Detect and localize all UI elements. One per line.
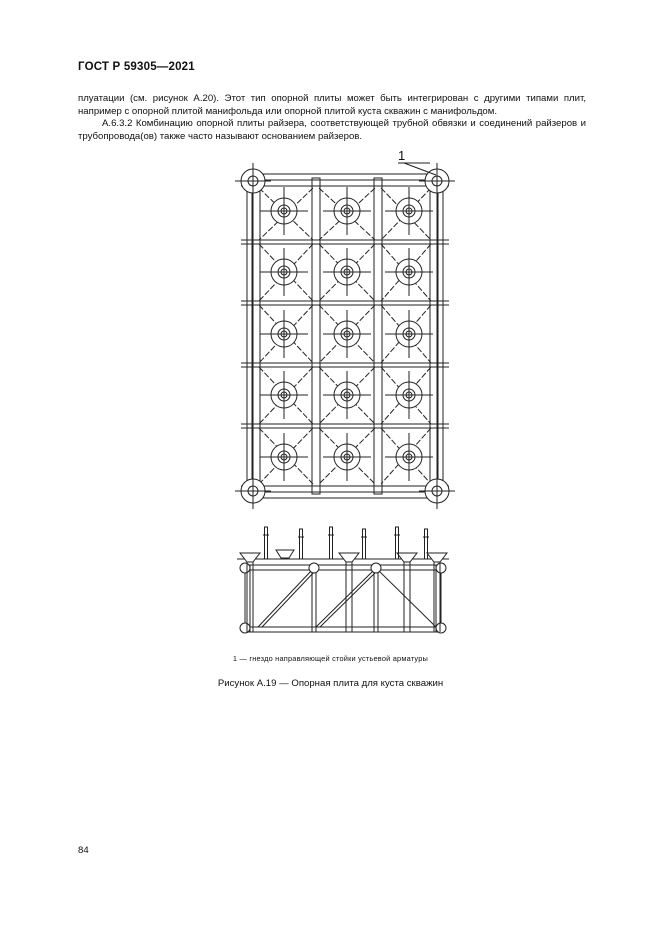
guide-funnel	[339, 553, 359, 562]
side-node	[436, 623, 446, 633]
figure-legend: 1 — гнездо направляющей стойки устьевой арматуры	[232, 654, 429, 663]
wellhead-stem	[363, 529, 366, 559]
plan-view	[235, 163, 455, 509]
wellhead-stem	[425, 529, 428, 559]
guide-funnel	[397, 553, 417, 562]
side-diagonal	[320, 570, 378, 627]
wellhead-stem	[330, 527, 333, 559]
callout-number: 1	[398, 148, 406, 163]
page-number: 84	[78, 845, 89, 856]
side-diagonal	[258, 570, 312, 627]
side-node	[240, 563, 250, 573]
side-node	[240, 623, 250, 633]
paragraph-2: А.6.3.2 Комбинацию опорной плиты райзера, соответствующей трубной обвязки и соединений райзеров и трубопровода(ов) также часто называют основанием райзеров.	[78, 118, 586, 143]
side-diagonal	[378, 570, 436, 627]
guide-funnel	[276, 550, 294, 558]
wellhead-stem	[265, 527, 268, 559]
paragraph-1: плуатации (см. рисунок А.20). Этот тип опорной плиты может быть интегрирован с другими типами плит, например с опорной плитой манифольда или опорной плитой куста скважин с манифольдом.	[78, 93, 586, 118]
figure-caption: Рисунок А.19 — Опорная плита для куста скважин	[217, 678, 444, 689]
side-frame	[245, 565, 441, 632]
callout-leader	[404, 163, 436, 175]
document-header: ГОСТ Р 59305—2021	[78, 61, 195, 73]
wellhead-stem	[300, 529, 303, 559]
side-node	[309, 563, 319, 573]
side-diagonal	[316, 570, 374, 627]
vertical-beam	[312, 178, 320, 494]
vertical-beam	[374, 178, 382, 494]
side-view	[237, 527, 449, 633]
side-node	[436, 563, 446, 573]
side-diagonal	[262, 570, 316, 627]
guide-funnel	[427, 553, 447, 562]
side-node	[371, 563, 381, 573]
guide-funnel	[240, 553, 260, 562]
wellhead-stem	[396, 527, 399, 559]
